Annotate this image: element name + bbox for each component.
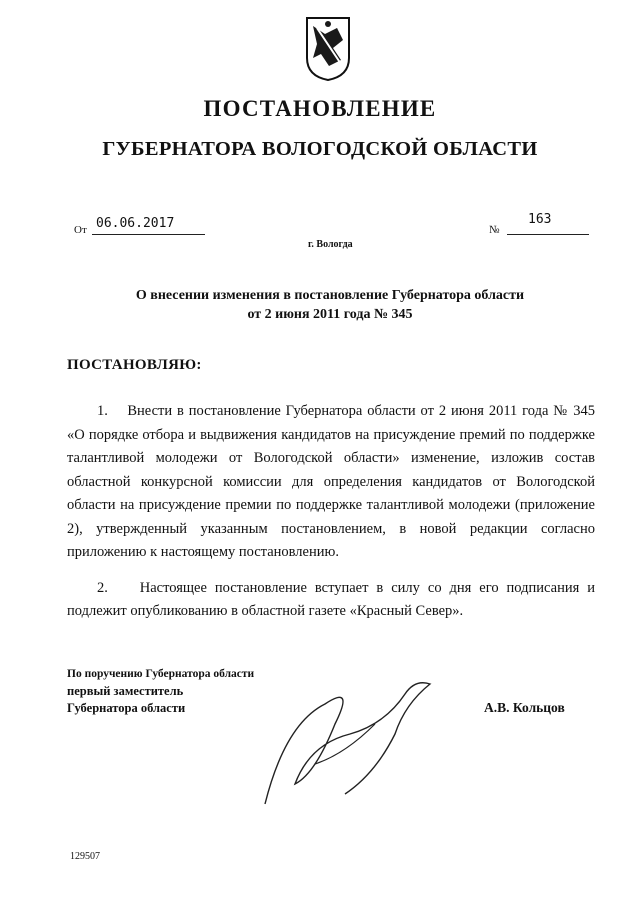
number-underline xyxy=(507,234,589,235)
signer-name: А.В. Кольцов xyxy=(484,700,565,715)
signatory-line-3: Губернатора области xyxy=(67,701,186,715)
handwritten-signature xyxy=(255,664,455,814)
subject-line-1: О внесении изменения в постановление Губернатора области xyxy=(135,288,525,303)
city-label: г. Вологда xyxy=(308,239,353,250)
paragraph-1: 1. Внести в постановление Губернатора области от 2 июня 2011 года № 345 «О порядке отбора и выдвижения кандидатов на присуждение премий по поддержке талантливой молодежи от Вологодской области» изменение, изложив состав областной конкурсной комиссии для определения кандидатов от Вологодской области на присуждение премии по поддержке талантливой молодежи (приложение 2), утвержденный указанным постановлением, в новой редакции согласно приложению к настоящему постановлению. xyxy=(67,403,595,560)
coat-of-arms-icon xyxy=(303,14,353,82)
date-underline xyxy=(92,234,205,235)
operative-heading: ПОСТАНОВЛЯЮ: xyxy=(67,357,202,373)
date-value: 06.06.2017 xyxy=(96,216,175,231)
document-title: ПОСТАНОВЛЕНИЕ xyxy=(203,96,437,121)
issuer-title: ГУБЕРНАТОРА ВОЛОГОДСКОЙ ОБЛАСТИ xyxy=(102,138,538,160)
number-value: 163 xyxy=(528,212,552,227)
date-label: От xyxy=(74,224,87,236)
operative-body xyxy=(67,400,595,624)
signatory-line-2: первый заместитель xyxy=(67,684,184,698)
paragraph-2: 2. Настоящее постановление вступает в силу со дня его подписания и подлежит опубликованию в областной газете «Красный Север». xyxy=(67,579,595,619)
signatory-position xyxy=(67,666,254,717)
document-code: 129507 xyxy=(70,851,100,862)
signatory-line-1: По поручению Губернатора области xyxy=(67,668,255,680)
subject-line-2: от 2 июня 2011 года № 345 xyxy=(247,307,413,322)
document-subject xyxy=(60,286,600,324)
number-label: № xyxy=(489,224,500,236)
